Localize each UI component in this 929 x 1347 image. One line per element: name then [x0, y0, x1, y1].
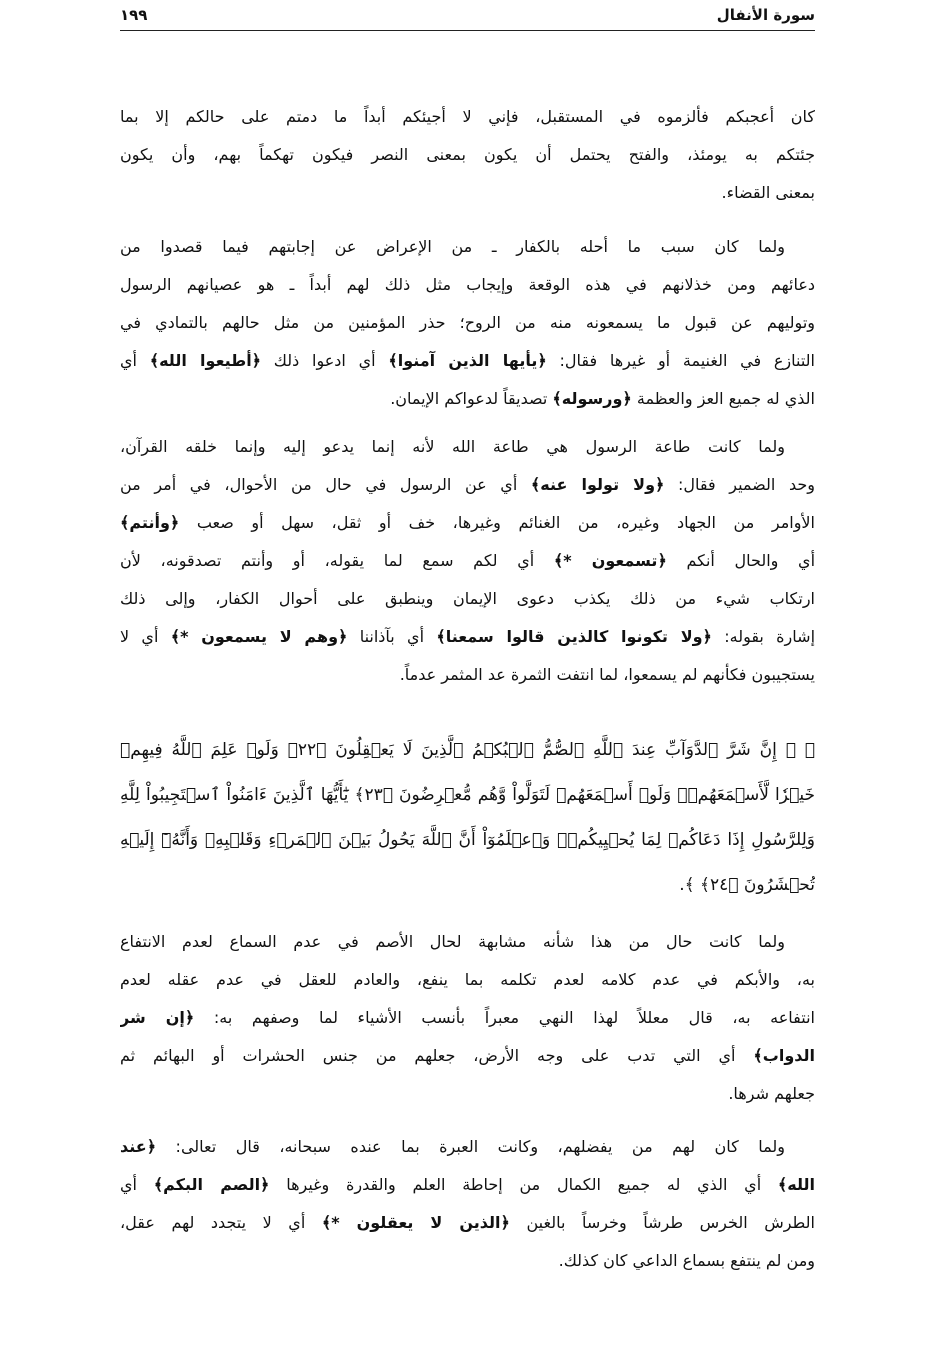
body-text: يستجيبون فكأنهم لم يسمعوا، لما انتفت الثمرة عد المثمر عدماً.	[399, 665, 815, 684]
body-text: أي الذي له جميع الكمال من إحاطة العلم والقدرة وغيرها	[269, 1175, 778, 1194]
quote-text: ﴿ولا تكونوا كالذين قالوا سمعنا﴾	[436, 627, 712, 646]
text-line	[120, 304, 815, 342]
quote-text: ﴿أطيعوا الله﴾	[149, 351, 262, 370]
body-text: أي لا	[120, 627, 171, 646]
body-text: ولما كان سبب ما أحله بالكفار ـ من الإعراض عن إجابتهم فيما قصدوا من	[120, 237, 785, 256]
text-line	[120, 1075, 815, 1113]
text-line	[120, 618, 815, 656]
text-line	[120, 1166, 815, 1204]
text-line	[120, 342, 815, 380]
body-text: وتوليهم عن قبول ما يسمعونه منه من الروح؛ حذر المؤمنين من مثل حالهم بالتمادي في	[120, 313, 815, 332]
text-line	[120, 961, 815, 999]
text-line	[120, 656, 815, 694]
body-text: انتفاعه به، قال معللاً لهذا النهي معبراً بأنسب الأشياء لما وصفهم به:	[194, 1008, 815, 1027]
text-line	[120, 380, 815, 418]
text-line	[120, 466, 815, 504]
body-text: تصديقاً لدعواكم الإيمان.	[390, 389, 553, 408]
body-text: أي والحال أنكم	[666, 551, 815, 570]
body-text: أي بآذاننا	[347, 627, 437, 646]
text-line	[120, 818, 815, 863]
body-text: التنازع في الغنيمة أو غيرها فقال:	[546, 351, 815, 370]
body-text: أي	[120, 1175, 154, 1194]
body-text: ولما كانت حال من هذا شأنه مشابهة لحال الأصم في عدم السماع لعدم الانتفاع	[120, 932, 785, 951]
body-text: تُحۡشَرُونَ ﴿٢٤﴾ ﴾.	[679, 875, 815, 895]
quote-text: ﴿الذين لا يعقلون *﴾	[321, 1213, 510, 1232]
text-line	[120, 428, 815, 466]
body-text: الطرش الخرس طرشاً وخرساً بالغين	[509, 1213, 815, 1232]
paragraph	[120, 228, 815, 418]
quote-text: ﴿الصم البكم﴾	[153, 1175, 270, 1194]
body-text: إشارة بقوله:	[711, 627, 815, 646]
text-line	[120, 228, 815, 266]
body-text: ﴿ ۞ إِنَّ شَرَّ ٱلدَّوَآبِّ عِندَ ٱللَّهِ ٱلصُّمُّ ٱلۡبُكۡمُ ٱلَّذِينَ لَا يَعۡقِلُونَ ﴿٢٢﴾ وَلَوۡ عَلِمَ ٱللَّهُ فِيهِمۡ	[120, 740, 815, 760]
body-text: جئتكم به يومئذ، والفتح يحتمل أن يكون بمعنى النصر فيكون تهكماً بهم، وأن يكون	[120, 145, 815, 164]
text-line	[120, 1242, 815, 1280]
paragraph	[120, 428, 815, 694]
quote-text: الله﴾	[777, 1175, 815, 1194]
text-line	[120, 728, 815, 773]
body-text: كان أعجبكم فألزموه في المستقبل، فإني لا أجيئكم أبداً ما دمتم على حالكم إلا بما	[120, 107, 815, 126]
page-number: ١٩٩	[120, 6, 148, 24]
text-line	[120, 98, 815, 136]
text-line	[120, 923, 815, 961]
text-line	[120, 136, 815, 174]
body-text: بمعنى القضاء.	[721, 183, 815, 202]
text-line	[120, 1204, 815, 1242]
quote-text: ﴿تسمعون *﴾	[553, 551, 667, 570]
body-text: أي لكم سمع لما يقوله، أو وأنتم تصدقونه، لأن	[120, 551, 554, 570]
body-text: خَيۡرٗا لَّأَسۡمَعَهُمۡۖ وَلَوۡ أَسۡمَعَهُمۡ لَتَوَلَّواْ وَّهُم مُّعۡرِضُونَ ﴿٢٣﴾ يَٰٓأَيُّهَا ٱلَّذِينَ ءَامَنُواْ ٱسۡتَجِيبُواْ لِلَّهِ	[120, 785, 815, 805]
text-line	[120, 773, 815, 818]
surah-title: سورة الأنفال	[716, 6, 815, 24]
text-line	[120, 863, 815, 908]
quote-text: ﴿عند	[120, 1137, 157, 1156]
page-header	[120, 4, 815, 31]
body-text: ومن لم ينتفع بسماع الداعي كان كذلك.	[558, 1251, 815, 1270]
body-text: ولما كانت طاعة الرسول هي طاعة الله لأنه إنما يدعو إليه وإنما خلقه القرآن،	[120, 437, 785, 456]
body-text: أي لا يتجدد لهم عقل،	[120, 1213, 322, 1232]
body-text: الأوامر من الجهاد وغيره، من الغنائم وغيرها، خف أو ثقل، سهل أو صعب	[179, 513, 815, 532]
body-text: أي عن الرسول في حال من الأحوال، في أمر من	[120, 475, 531, 494]
text-line	[120, 542, 815, 580]
body-text: ارتكاب شيء من ذلك يكذب دعوى الإيمان وينطبق على أحوال الكفار، وإلى ذلك	[120, 589, 815, 608]
quote-text: الدواب﴾	[753, 1046, 815, 1065]
text-line	[120, 174, 815, 212]
body-text: به، والأبكم في عدم كلامه لعدم تكلمه بما ينفع، والعادم للعقل في عدم عقله لعدم	[120, 970, 815, 989]
body-text: دعائهم ومن خذلانهم في هذه الوقعة وإيجاب مثل ذلك لهم أبداً ـ هو عصيانهم الرسول	[120, 275, 815, 294]
quote-text: ﴿ورسوله﴾	[552, 389, 632, 408]
body-text: جعلهم شرها.	[728, 1084, 815, 1103]
paragraph	[120, 98, 815, 212]
body-text: ولما كان لهم من يفضلهم، وكانت العبرة بما عنده سبحانه، قال تعالى:	[156, 1137, 785, 1156]
paragraph	[120, 1128, 815, 1280]
text-line	[120, 266, 815, 304]
paragraph	[120, 923, 815, 1113]
quote-text: ﴿إن شر	[120, 1008, 195, 1027]
text-line	[120, 580, 815, 618]
text-line	[120, 999, 815, 1037]
body-text: وَلِلرَّسُولِ إِذَا دَعَاكُمۡ لِمَا يُحۡيِيكُمۡۖ وَٱعۡلَمُوٓاْ أَنَّ ٱللَّهَ يَحُولُ بَيۡنَ ٱلۡمَرۡءِ وَقَلۡبِهِۦ وَأَنَّهُۥٓ إِلَيۡهِ	[120, 830, 815, 850]
quran-verse-block	[120, 728, 815, 908]
text-line	[120, 1128, 815, 1166]
body-text: أي التي تدب على وجه الأرض، جعلهم من جنس الحشرات أو البهائم ثم	[120, 1046, 754, 1065]
body-text: الذي له جميع العز والعظمة	[631, 389, 815, 408]
text-line	[120, 504, 815, 542]
quote-text: ﴿ولا تولوا عنه﴾	[530, 475, 665, 494]
body-text: وحد الضمير فقال:	[664, 475, 815, 494]
quote-text: ﴿وأنتم﴾	[120, 513, 180, 532]
quote-text: ﴿وهم لا يسمعون *﴾	[170, 627, 348, 646]
body-text: أي	[120, 351, 150, 370]
text-line	[120, 1037, 815, 1075]
quote-text: ﴿يأيها الذين آمنوا﴾	[388, 351, 547, 370]
body-text: أي ادعوا ذلك	[261, 351, 389, 370]
